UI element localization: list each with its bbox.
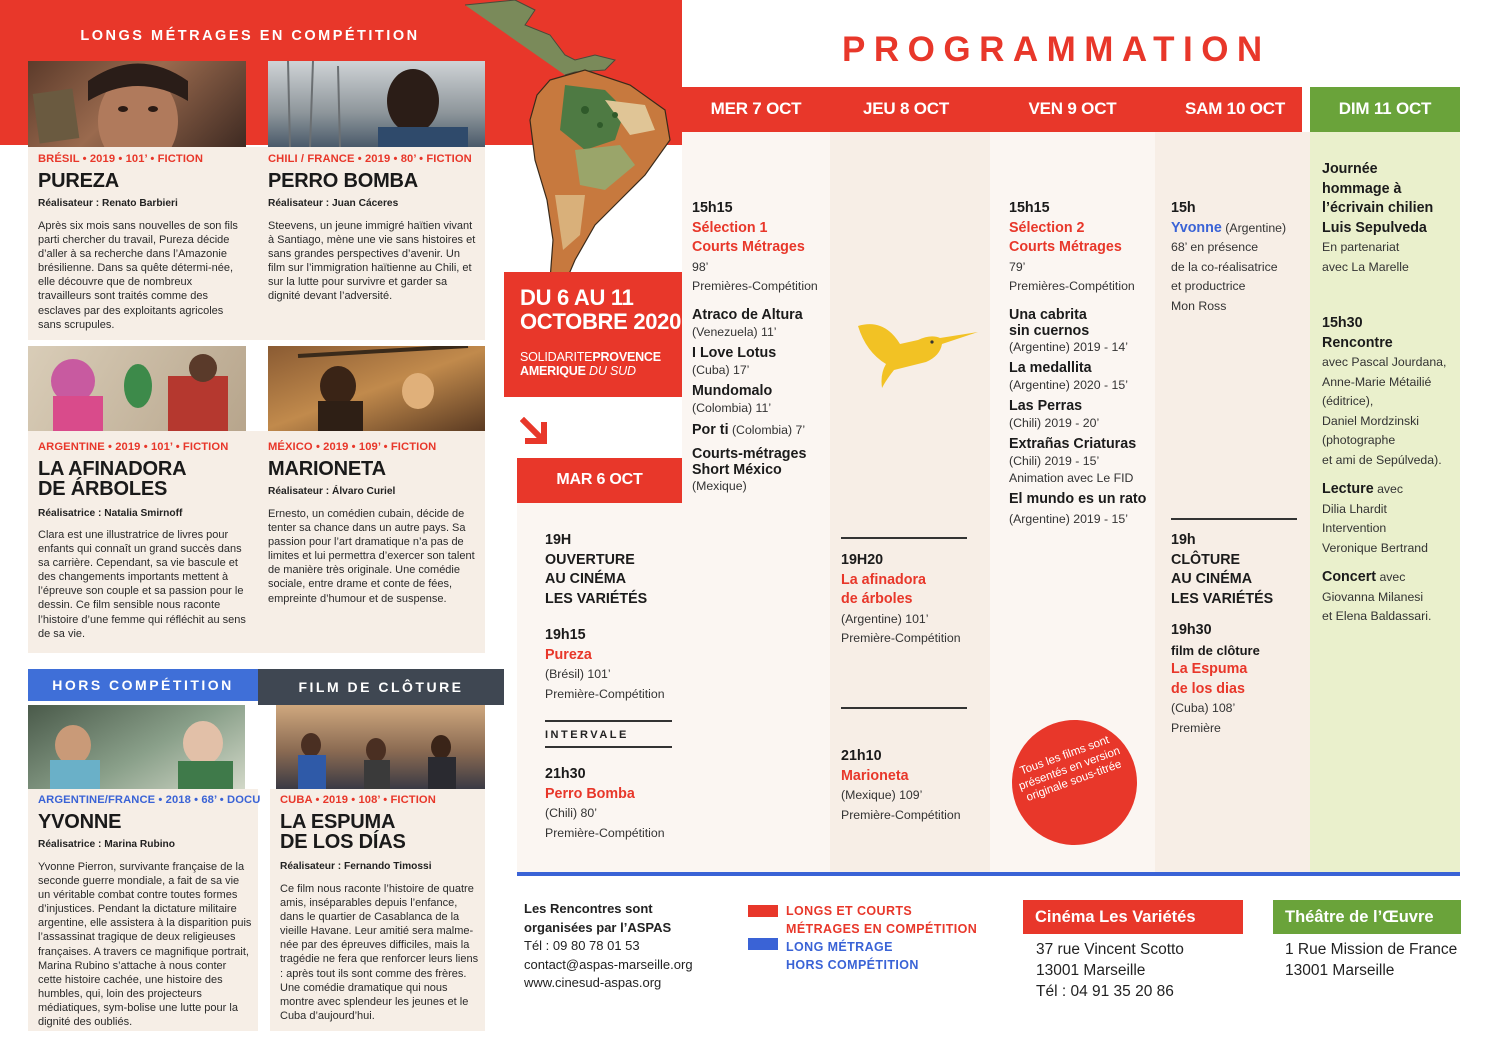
short-title: Courts-métrages	[692, 446, 807, 462]
film-meta: CUBA • 2019 • 108’ • FICTION	[280, 794, 436, 806]
film-still-marioneta	[268, 346, 485, 431]
event-details: avec La Marelle	[1322, 259, 1409, 274]
film-link: Marioneta	[841, 767, 909, 784]
time: 19H	[545, 532, 572, 548]
film-still-la-espuma	[276, 705, 485, 789]
organiser-text: Les Rencontres sont	[524, 901, 653, 916]
time: 15h	[1171, 200, 1196, 216]
organisation-logo-text	[520, 350, 661, 378]
short-details: (Cuba) 17’	[692, 362, 750, 377]
film-details: Mon Ross	[1171, 298, 1227, 313]
jeu-schedule-late	[841, 747, 961, 825]
film-link: Sélection 2	[1009, 219, 1085, 236]
address-line: 13001 Marseille	[1285, 962, 1395, 979]
organiser-info	[524, 900, 693, 993]
divider	[841, 707, 967, 709]
event-details: Giovanna Milanesi	[1322, 589, 1424, 604]
mar-schedule-late	[545, 765, 665, 843]
latin-america-map-illustration	[455, 0, 685, 300]
org-text: AMERIQUE	[520, 364, 586, 378]
short-title: El mundo es un rato	[1009, 490, 1147, 507]
footer-divider	[517, 872, 1460, 876]
film-meta: CHILI / FRANCE • 2019 • 80’ • FICTION	[268, 153, 472, 165]
short-title: Una cabrita	[1009, 306, 1087, 323]
event: Journée	[1322, 161, 1378, 177]
divider	[841, 537, 967, 539]
venue-theatre-label: Théâtre de l’Œuvre	[1273, 900, 1461, 934]
film-credit: Réalisatrice : Natalia Smirnoff	[38, 508, 183, 519]
competition-heading: LONGS MÉTRAGES EN COMPÉTITION	[80, 28, 420, 44]
film-details: Première-Compétition	[841, 807, 961, 822]
event-details: Intervention	[1322, 521, 1387, 535]
film-credit: Réalisateur : Álvaro Curiel	[268, 486, 396, 497]
event-details: En partenariat	[1322, 240, 1400, 254]
event-details: avec	[1373, 482, 1404, 496]
event: Lecture	[1322, 481, 1374, 497]
film-title: PUREZA	[38, 170, 120, 192]
organiser-website-link[interactable]: www.cinesud-aspas.org	[524, 975, 662, 990]
film-still-yvonne	[28, 705, 245, 789]
event: OUVERTURE	[545, 551, 635, 568]
film-credit: Réalisateur : Fernando Timossi	[280, 861, 432, 872]
film-details: 68’ en présence	[1171, 240, 1259, 254]
film-meta: BRÉSIL • 2019 • 101’ • FICTION	[38, 153, 204, 165]
day-header-ven: VEN 9 OCT	[1028, 99, 1117, 118]
organiser-text: organisées par l’ASPAS	[524, 919, 672, 935]
org-text: PROVENCE	[592, 350, 661, 364]
film-still-pureza	[28, 61, 246, 147]
film-details: Première-Compétition	[545, 825, 665, 840]
jeu-schedule	[841, 551, 961, 649]
time: 19h30	[1171, 622, 1212, 638]
time: 19h	[1171, 532, 1196, 548]
event-details: et ami de Sepúlveda).	[1322, 452, 1442, 467]
film-still-perro-bomba	[268, 61, 485, 147]
legend-swatch-blue	[748, 938, 778, 950]
legend-swatch-red	[748, 905, 778, 917]
hummingbird-icon	[856, 318, 981, 395]
film-synopsis: Clara est une illustratrice de livres pour enfants qui connaît un grand succès dans sa carrière. Cependant, sa vie bascule et des changements importants mettent à l’épreuve son couple et sa passion pour le dessin. Ce film sensible nous raconte l’histoire d’une femme qui réfléchit au sens de sa vie.	[38, 529, 246, 640]
day-header-mar: MAR 6 OCT	[517, 458, 682, 503]
sam-schedule	[1171, 199, 1286, 316]
event-details: Veronique Bertrand	[1322, 540, 1428, 555]
address-line: 1 Rue Mission de France	[1285, 941, 1458, 958]
divider	[545, 720, 672, 722]
org-text: DU SUD	[589, 364, 636, 378]
event-details: (éditrice),	[1322, 394, 1374, 408]
short-title: Extrañas Criaturas	[1009, 435, 1137, 452]
film-synopsis: Après six mois sans nouvelles de son fils parti chercher du travail, Pureza décide d’aller à sa recherche dans l’Amazonie brésilienne. Dans sa quête détermi-née, elle découvre que de nombreux travailleurs sont traités comme des esclaves par des exploitants agricoles sans scrupules.	[38, 220, 238, 331]
short-details: (Mexique)	[692, 479, 747, 493]
film-title-line2: DE LOS DÍAS	[280, 831, 406, 853]
film-title-line2: DE ÁRBOLES	[38, 478, 168, 500]
time: 21h30	[545, 766, 586, 782]
time: 15h15	[692, 200, 733, 216]
film-link: de árboles	[841, 591, 913, 607]
event: CLÔTURE	[1171, 551, 1241, 568]
organiser-phone: Tél : 09 80 78 01 53	[524, 938, 640, 953]
time: 21h10	[841, 748, 882, 764]
day-header-sam: SAM 10 OCT	[1184, 99, 1286, 118]
event-details: Daniel Mordzinski	[1322, 413, 1420, 428]
time: 19h15	[545, 627, 586, 643]
film-link: Perro Bomba	[545, 785, 635, 802]
film-details: Première-Compétition	[545, 686, 665, 701]
time: 15h30	[1322, 315, 1363, 331]
vo-notice-badge: Tous les films sont présentés en version originale sous-titrée	[994, 702, 1154, 862]
programmation-title: PROGRAMMATION	[842, 30, 1271, 69]
short-title: Short México	[692, 462, 782, 478]
film-credit: Réalisatrice : Marina Rubino	[38, 839, 175, 850]
film-details: de la co-réalisatrice	[1171, 259, 1278, 274]
film-synopsis: Steevens, un jeune immigré haïtien vivant à Santiago, mène une vie sans histoires et sans grandes perspectives d’avenir. Un film sur l’immigration haïtienne au Chili, et sur la lutte pour survivre et garder sa dignité devant l’adversité.	[268, 220, 476, 303]
event: l’écrivain chilien	[1322, 200, 1434, 216]
event-details: Anne-Marie Métailié	[1322, 374, 1432, 389]
event: AU CINÉMA	[1171, 571, 1253, 587]
event-details: avec Pascal Jourdana,	[1322, 355, 1447, 369]
event-details: Dilia Lhardit	[1322, 501, 1387, 516]
film-details: (Mexique) 109’	[841, 788, 923, 802]
venue-theatre-address	[1285, 939, 1457, 981]
film-link: Pureza	[545, 646, 592, 663]
intervale-label: INTERVALE	[545, 729, 629, 741]
event: hommage à	[1322, 180, 1402, 197]
film-link: Courts Métrages	[692, 239, 805, 255]
legend-label: LONGS ET COURTS	[786, 904, 913, 918]
short-details: (Venezuela) 11’	[692, 324, 777, 339]
dates-line-1: DU 6 AU 11	[520, 285, 634, 310]
event: film de clôture	[1171, 642, 1260, 658]
film-credit: Réalisateur : Renato Barbieri	[38, 198, 178, 209]
film-details: Premières-Compétition	[692, 279, 818, 293]
film-meta: ARGENTINE/FRANCE • 2018 • 68’ • DOCU	[38, 794, 261, 806]
film-credit: Réalisateur : Juan Cáceres	[268, 198, 399, 209]
legend-label: LONG MÉTRAGE	[786, 940, 893, 954]
sam-schedule-evening	[1171, 531, 1273, 738]
short-title: Por ti	[692, 421, 729, 438]
legend	[786, 902, 977, 974]
short-details: (Argentine) 2019 - 14’	[1009, 339, 1128, 354]
event: AU CINÉMA	[545, 571, 627, 587]
address-line: 13001 Marseille	[1036, 962, 1146, 979]
dates-line-2: OCTOBRE 2020	[520, 309, 682, 334]
venue-cinema-label: Cinéma Les Variétés	[1023, 900, 1243, 934]
film-synopsis: Yvonne Pierron, survivante française de la seconde guerre mondiale, a fait de sa vie un véritable combat contre toutes formes d’injustices. Pendant la dictature militaire argentine, elle assistera à la disparition puis l’assassinat tragique de deux religieuses françaises. A travers ce magnifique portrait, Marina Rubino s’attache à nous conter cette histoire cachée, une histoire des humbles, qui, loin des projecteurs médiatiques, sym-bolise une lutte pour la dignité des oubliés.	[38, 861, 252, 1029]
event: Rencontre	[1322, 334, 1393, 351]
day-header-mer: MER 7 OCT	[710, 99, 802, 118]
film-link: Yvonne	[1171, 219, 1222, 236]
short-details: (Colombia) 11’	[692, 400, 772, 415]
event-details: avec	[1376, 570, 1406, 584]
address-line: 37 rue Vincent Scotto	[1036, 941, 1184, 958]
film-meta: MÉXICO • 2019 • 109’ • FICTION	[268, 441, 437, 453]
legend-label: MÉTRAGES EN COMPÉTITION	[786, 922, 978, 936]
day-header-jeu: JEU 8 OCT	[862, 99, 950, 118]
film-still-la-afinadora	[28, 346, 246, 431]
film-details: et productrice	[1171, 279, 1246, 293]
event-details: et Elena Baldassari.	[1322, 609, 1432, 623]
film-details: (Chili) 80’	[545, 806, 597, 820]
day-header-dim: DIM 11 OCT	[1310, 87, 1460, 132]
org-text: SOLIDARITE	[520, 350, 593, 364]
short-details: Animation avec Le FID	[1009, 470, 1134, 485]
film-details: (Argentine) 101’	[841, 611, 929, 626]
time: 15h15	[1009, 200, 1050, 216]
film-cloture-heading: FILM DE CLÔTURE	[258, 669, 504, 705]
divider	[545, 746, 672, 748]
hors-competition-heading: HORS COMPÉTITION	[28, 669, 258, 701]
event: Concert	[1322, 569, 1377, 585]
film-details: 79’	[1009, 259, 1026, 274]
short-details: (Chili) 2019 - 20’	[1009, 415, 1100, 430]
event: LES VARIÉTÉS	[545, 590, 648, 607]
film-link: Sélection 1	[692, 219, 768, 236]
film-link: La afinadora	[841, 571, 927, 588]
film-details: Première-Compétition	[841, 631, 961, 645]
film-title: MARIONETA	[268, 458, 386, 480]
film-title-line1: LA ESPUMA	[280, 811, 396, 833]
short-title: I Love Lotus	[692, 344, 777, 361]
film-details: Premières-Compétition	[1009, 279, 1135, 293]
film-link: Courts Métrages	[1009, 239, 1122, 255]
short-details: (Colombia) 7’	[728, 422, 806, 437]
legend-label: HORS COMPÉTITION	[786, 958, 919, 972]
short-title: Las Perras	[1009, 397, 1083, 414]
film-title: YVONNE	[38, 811, 122, 833]
address-phone: Tél : 04 91 35 20 86	[1036, 983, 1174, 1000]
mar-schedule	[545, 531, 665, 704]
film-meta: ARGENTINE • 2019 • 101’ • FICTION	[38, 441, 229, 453]
short-details: (Argentine) 2020 - 15’	[1009, 377, 1128, 392]
film-details: (Argentine)	[1221, 220, 1287, 235]
film-details: 98’	[692, 259, 709, 274]
arrow-down-right-icon	[520, 417, 552, 454]
dim-schedule	[1322, 160, 1458, 627]
film-link: de los dias	[1171, 680, 1245, 697]
short-details: (Chili) 2019 - 15’	[1009, 453, 1100, 468]
film-synopsis: Ce film nous raconte l’histoire de quatre amis, inséparables depuis l’enfance, dans le quartier de Casablanca de la vieille Havane. Leur amitié sera malme-née par des épreuves difficiles, mais la tragédie ne fera que renforcer leurs liens : après tout ils sont comme des frères. Une comédie dramatique qui nous montre avec splendeur les jeunes et le Cuba d’aujourd’hui.	[280, 883, 479, 1022]
mer-schedule	[692, 199, 818, 494]
event: Luis Sepulveda	[1322, 219, 1427, 236]
short-title: Mundomalo	[692, 382, 773, 399]
film-title: PERRO BOMBA	[268, 170, 419, 192]
event: LES VARIÉTÉS	[1171, 590, 1274, 607]
time: 19H20	[841, 552, 884, 568]
short-title: sin cuernos	[1009, 322, 1090, 339]
film-link: La Espuma	[1171, 661, 1248, 677]
organiser-email-link[interactable]: contact@aspas-marseille.org	[524, 956, 693, 972]
festival-dates-box	[504, 272, 682, 397]
film-title-line1: LA AFINADORA	[38, 458, 187, 480]
event-details: (photographe	[1322, 433, 1396, 447]
film-details: (Brésil) 101’	[545, 667, 611, 681]
film-details: Première	[1171, 720, 1221, 735]
short-details: (Argentine) 2019 - 15’	[1009, 511, 1128, 526]
ven-schedule	[1009, 199, 1146, 528]
film-details: (Cuba) 108’	[1171, 701, 1236, 715]
short-title: Atraco de Altura	[692, 306, 803, 323]
short-title: La medallita	[1009, 359, 1092, 376]
divider	[1171, 518, 1297, 520]
film-synopsis: Ernesto, un comédien cubain, décide de tenter sa chance dans un autre pays. Sa passion pour l’art dramatique n’a pas de limites et lui permettra d’exercer son talent de manière très originale. Une comédie sociale, entre drame et conte de fées, empreinte d’humour et de suspense.	[268, 508, 475, 605]
venue-cinema-address	[1036, 939, 1184, 1002]
